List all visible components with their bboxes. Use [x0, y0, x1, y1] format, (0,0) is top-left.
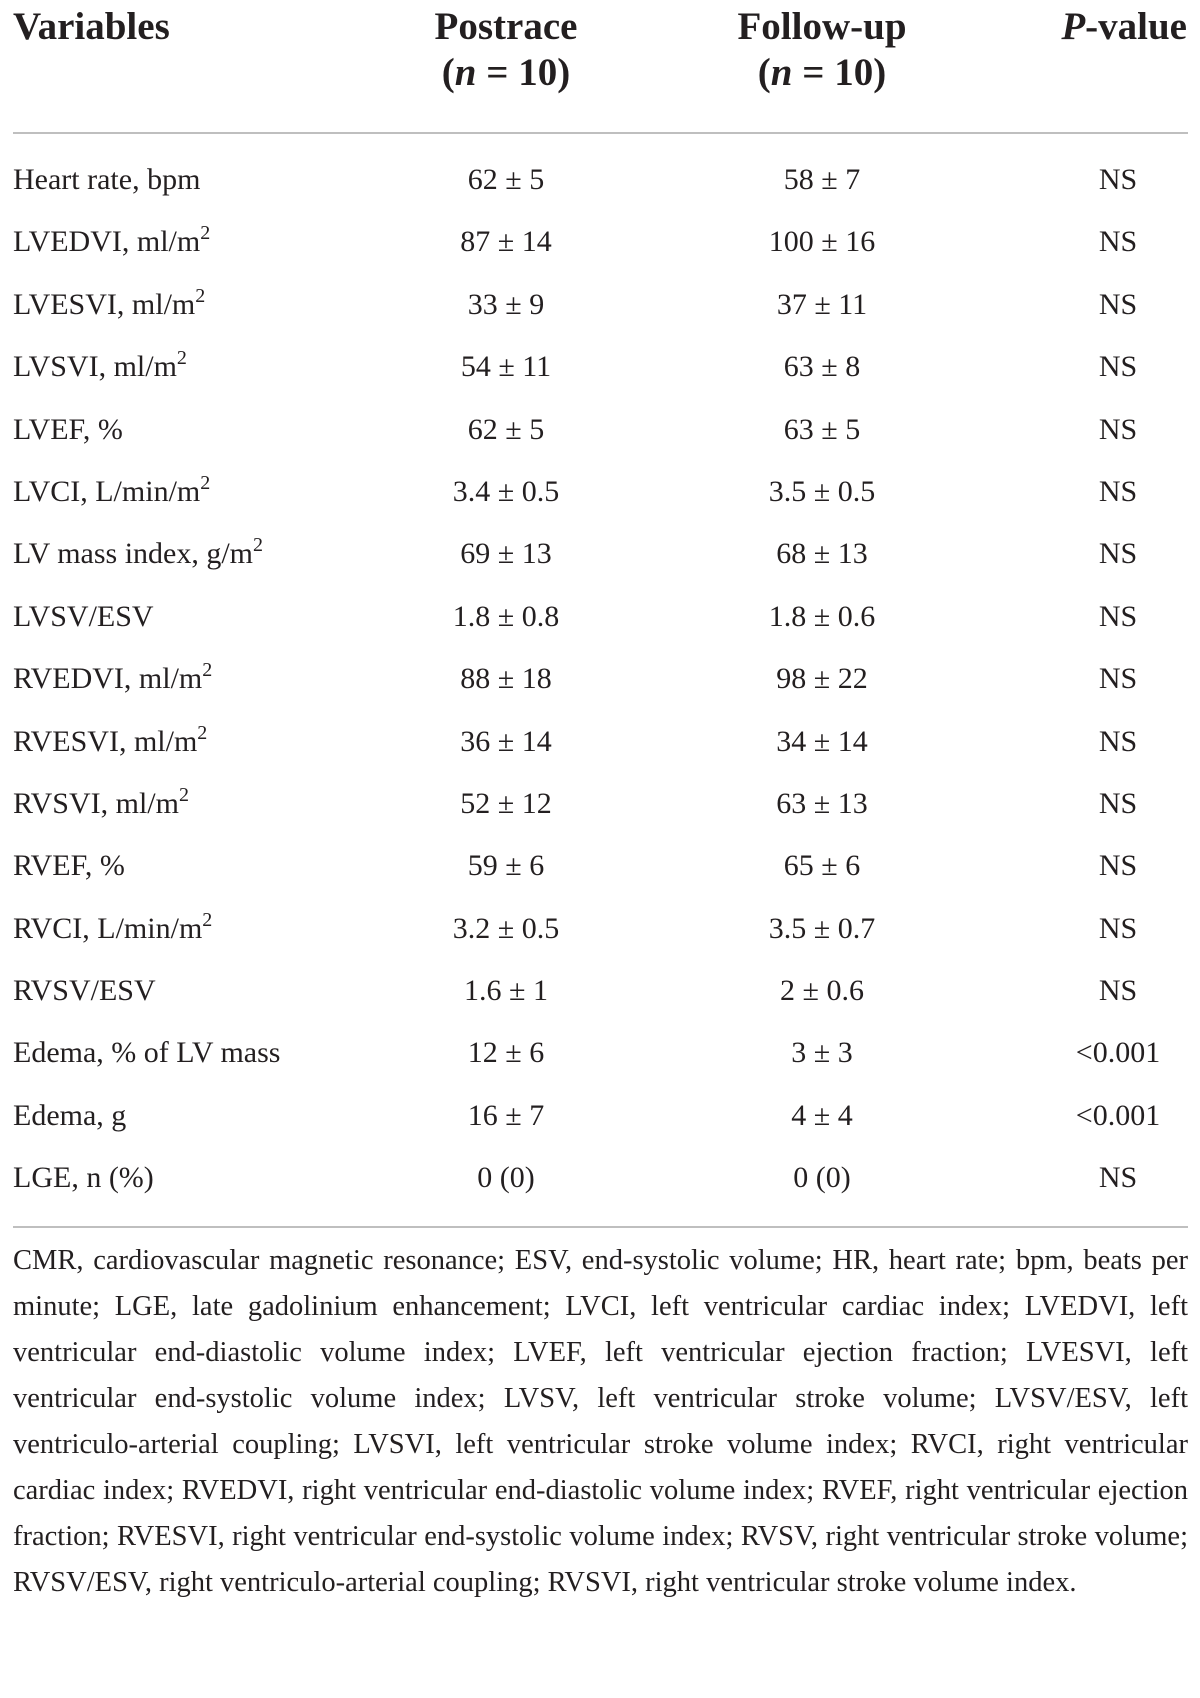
cell-p-value: NS: [1098, 786, 1138, 820]
cell-postrace: 16 ± 7: [467, 1098, 545, 1132]
cell-p-value: NS: [1098, 287, 1138, 321]
variable-label: RVSV/ESV: [13, 974, 156, 1008]
cell-p-value: NS: [1098, 724, 1138, 758]
header-postrace-n-value: = 10): [476, 51, 571, 94]
header-followup-label: Follow-up: [737, 5, 907, 48]
variable-label: LVSVI, ml/m: [13, 350, 177, 384]
table-row: [0, 649, 1200, 711]
cell-followup: 0 (0): [793, 1161, 851, 1195]
header-p-value: [950, 4, 1187, 50]
cell-postrace: 12 ± 6: [467, 1036, 545, 1070]
table-row: [0, 275, 1200, 337]
table-row: [0, 524, 1200, 586]
table-row: [0, 1086, 1200, 1148]
cell-postrace: 69 ± 13: [460, 537, 552, 571]
table-row: [0, 836, 1200, 898]
cell-variable: [13, 284, 206, 323]
cell-postrace: 3.2 ± 0.5: [452, 911, 560, 945]
cell-variable: [13, 973, 156, 1009]
cell-postrace: 52 ± 12: [460, 786, 552, 820]
cell-p-value: <0.001: [1075, 1098, 1161, 1132]
cell-followup: 63 ± 13: [776, 786, 868, 820]
cell-followup: 3.5 ± 0.7: [768, 911, 876, 945]
variable-label: LVESVI, ml/m: [13, 287, 196, 321]
variable-superscript: 2: [253, 534, 264, 557]
header-postrace-count: (n = 10): [441, 51, 571, 94]
cell-p-value: NS: [1098, 474, 1138, 508]
cell-variable: [13, 1035, 280, 1071]
cell-postrace: 1.8 ± 0.8: [452, 599, 560, 633]
variable-label: LVEDVI, ml/m: [13, 225, 201, 259]
variable-label: RVSVI, ml/m: [13, 786, 179, 820]
cell-followup: 3 ± 3: [791, 1036, 853, 1070]
cell-p-value: NS: [1098, 974, 1138, 1008]
cell-variable: [13, 599, 154, 635]
variable-label: RVEDVI, ml/m: [13, 662, 203, 696]
cell-variable: [13, 224, 210, 260]
header-p-rest: -value: [1085, 5, 1187, 48]
cell-postrace: 3.4 ± 0.5: [452, 474, 560, 508]
variable-label: Edema, % of LV mass: [13, 1036, 281, 1070]
header-followup: [672, 4, 972, 96]
variable-superscript: 2: [176, 347, 187, 370]
variable-superscript: 2: [202, 659, 213, 682]
header-divider: [13, 132, 1188, 134]
table-row: [0, 961, 1200, 1023]
variable-label: LGE, n (%): [13, 1161, 154, 1195]
table-row: [0, 337, 1200, 399]
footer-divider: [13, 1226, 1188, 1228]
cell-postrace: 36 ± 14: [460, 724, 552, 758]
header-variables: Variables: [13, 5, 170, 48]
cell-variable: [13, 1160, 154, 1196]
variable-superscript: 2: [197, 721, 208, 744]
cell-followup: 68 ± 13: [776, 537, 868, 571]
cell-followup: 63 ± 5: [783, 412, 861, 446]
cell-followup: 2 ± 0.6: [780, 974, 864, 1008]
cell-variable: [13, 162, 200, 198]
header-postrace-n: n: [454, 51, 477, 94]
cell-followup: 34 ± 14: [776, 724, 868, 758]
table-row: [0, 712, 1200, 774]
cell-variable: [13, 661, 212, 697]
variable-label: Heart rate, bpm: [13, 163, 201, 196]
cell-postrace: 62 ± 5: [467, 163, 545, 196]
cell-p-value: NS: [1098, 537, 1138, 571]
cell-p-value: NS: [1098, 350, 1138, 384]
cell-variable: [13, 783, 189, 822]
cell-followup: 4 ± 4: [791, 1098, 853, 1132]
table-body: [0, 150, 1200, 1211]
cell-p-value: NS: [1098, 599, 1138, 633]
table-row: [0, 400, 1200, 462]
cell-p-value: NS: [1098, 1161, 1138, 1195]
variable-label: LVSV/ESV: [13, 599, 154, 633]
header-postrace: [356, 4, 656, 96]
table-row: [0, 1148, 1200, 1210]
cell-followup: 63 ± 8: [783, 350, 861, 384]
cell-variable: [13, 908, 213, 947]
variable-superscript: 2: [195, 284, 206, 307]
table-header: [0, 0, 1200, 125]
table-row: [0, 212, 1200, 274]
header-followup-n: n: [770, 51, 793, 94]
cell-postrace: 54 ± 11: [460, 350, 552, 384]
header-followup-n-value: = 10): [792, 51, 887, 94]
variable-label: LVCI, L/min/m: [13, 474, 201, 508]
cell-variable: [13, 848, 125, 884]
table-footnote: CMR, cardiovascular magnetic resonance; ESV, end-systolic volume; HR, heart rate; bpm, beats per minute; LGE, late gadolinium enhancement; LVCI, left ventricular cardiac index; LVEDVI, left ventricular end-diastolic volume index; LVEF, left ventricular ejection fraction; LVESVI, left ventricular end-systolic volume index; LVSV, left ventricular stroke volume; LVSV/ESV, left ventriculo-arterial coupling; LVSVI, left ventricular stroke volume index; RVCI, right ventricular cardiac index; RVEDVI, right ventricular end-diastolic volume index; RVEF, right ventricular ejection fraction; RVESVI, right ventricular end-systolic volume index; RVSV, right ventricular stroke volume; RVSV/ESV, right ventriculo-arterial coupling; RVSVI, right ventricular stroke volume index.: [13, 1245, 1188, 1598]
variable-label: RVESVI, ml/m: [13, 724, 198, 758]
table-row: [0, 774, 1200, 836]
variable-label: LV mass index, g/m: [13, 537, 254, 571]
cell-followup: 100 ± 16: [768, 225, 876, 259]
variable-superscript: 2: [200, 222, 211, 245]
cell-followup: 3.5 ± 0.5: [768, 474, 876, 508]
header-p-italic: P: [1061, 5, 1086, 48]
cell-p-value: NS: [1098, 225, 1138, 259]
table-row: [0, 150, 1200, 212]
cell-postrace: 87 ± 14: [460, 225, 552, 259]
variable-label: RVEF, %: [13, 849, 125, 883]
cell-variable: [13, 471, 211, 510]
cell-variable: [13, 721, 208, 760]
cell-followup: 98 ± 22: [776, 662, 868, 696]
table-row: [0, 899, 1200, 961]
header-followup-count: (n = 10): [757, 51, 887, 94]
variable-label: RVCI, L/min/m: [13, 911, 203, 945]
cell-variable: [13, 412, 123, 448]
cell-postrace: 1.6 ± 1: [464, 974, 548, 1008]
cell-postrace: 88 ± 18: [460, 662, 552, 696]
variable-superscript: 2: [202, 908, 213, 931]
cell-postrace: 0 (0): [477, 1161, 535, 1195]
table-row: [0, 462, 1200, 524]
cell-followup: 1.8 ± 0.6: [768, 599, 876, 633]
cell-postrace: 62 ± 5: [467, 412, 545, 446]
variable-label: Edema, g: [13, 1098, 127, 1132]
cell-p-value: NS: [1098, 911, 1138, 945]
cell-variable: [13, 349, 187, 385]
cell-p-value: <0.001: [1075, 1036, 1161, 1070]
cell-variable: [13, 1098, 126, 1134]
cell-postrace: 59 ± 6: [467, 849, 545, 883]
cell-p-value: NS: [1098, 163, 1138, 196]
cell-variable: [13, 536, 263, 572]
cell-followup: 37 ± 11: [776, 287, 868, 321]
header-postrace-label: Postrace: [434, 5, 578, 48]
table-row: [0, 1023, 1200, 1085]
variable-superscript: 2: [178, 783, 189, 806]
cell-followup: 58 ± 7: [783, 163, 861, 196]
cell-p-value: NS: [1098, 849, 1138, 883]
cell-followup: 65 ± 6: [783, 849, 861, 883]
table-row: [0, 587, 1200, 649]
cell-p-value: NS: [1098, 412, 1138, 446]
cell-postrace: 33 ± 9: [467, 287, 545, 321]
variable-superscript: 2: [200, 471, 211, 494]
variable-label: LVEF, %: [13, 412, 123, 446]
cell-p-value: NS: [1098, 662, 1138, 696]
